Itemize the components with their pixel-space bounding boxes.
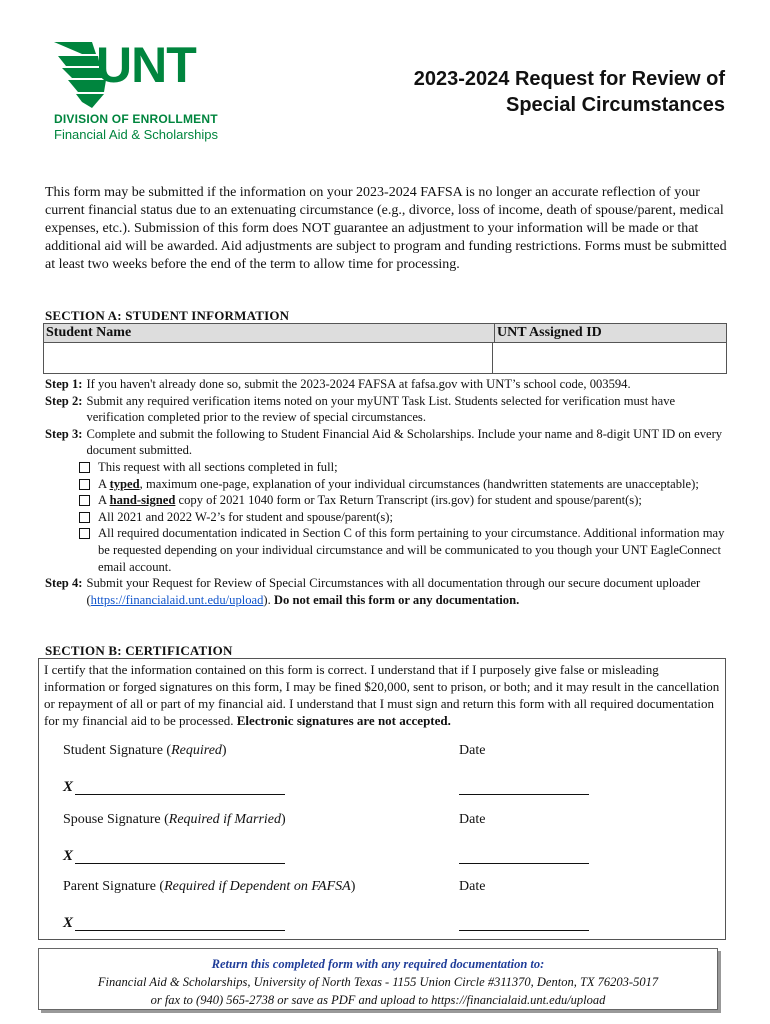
student-date-line[interactable] (459, 794, 589, 795)
spouse-date-label: Date (459, 812, 486, 827)
checklist-item-text: A hand-signed copy of 2021 1040 form or Tax Return Transcript (irs.gov) for student and spouse/parent(s); (98, 493, 642, 508)
step-4 (45, 575, 727, 608)
intro-paragraph: This form may be submitted if the information on your 2023-2024 FAFSA is no longer an accurate reflection of your current financial status due to an extenuating circumstance (e.g., divorce, loss of income, death of spouse/parent, medical expenses, etc.). Submission of this form does NOT guarantee an adjustment to your information will be made or that additional aid will be awarded. Aid adjustments are subject to program and funding restrictions. Forms must be submitted at least two weeks before the end of the term to allow time for processing. (45, 185, 727, 272)
checklist-item (79, 509, 727, 526)
checklist-item (79, 459, 727, 476)
logo-department: Financial Aid & Scholarships (54, 127, 219, 142)
parent-signature-line[interactable] (75, 930, 285, 931)
student-name-field[interactable] (44, 343, 493, 373)
step-1 (45, 376, 727, 393)
step-3 (45, 426, 727, 459)
no-email-warning: Do not email this form or any documentation. (273, 592, 520, 607)
checklist-item-text: All 2021 and 2022 W-2’s for student and spouse/parent(s); (98, 509, 393, 524)
certification-text: I certify that the information contained on this form is correct. I understand that if I purposely give false or misleading information or forged signatures on this form, I may be fined $20,000, sent to prison, or both; and it may result in the cancellation or repayment of all or part of my financial aid. I understand that I must sign and return this form with all required documentation for my financial aid to be processed. Electronic signatures are not accepted. (44, 662, 720, 728)
step-2-label: Step 2: (45, 393, 83, 408)
instruction-steps (45, 376, 727, 608)
student-info-table (43, 323, 727, 374)
return-address: Financial Aid & Scholarships, University of North Texas - 1155 Union Circle #311370, Denton, TX 76203-5017 (97, 975, 659, 989)
student-x-mark: X (63, 779, 74, 795)
step-4-text: Submit your Request for Review of Special Circumstances with all documentation through our secure document uploader (https://financialaid.unt.edu/upload). Do not email this form or any documentation. (86, 576, 701, 607)
step-4-label: Step 4: (45, 576, 83, 591)
step-2 (45, 393, 727, 426)
unt-id-header: UNT Assigned ID (497, 325, 602, 340)
checklist-item (79, 525, 727, 575)
certification-box (38, 658, 726, 940)
section-b-heading: SECTION B: CERTIFICATION (45, 643, 233, 658)
checkbox-icon[interactable] (79, 495, 90, 506)
checklist-item (79, 492, 727, 509)
title-line-1: 2023-2024 Request for Review of (413, 68, 725, 90)
spouse-signature-line[interactable] (75, 863, 285, 864)
spouse-date-line[interactable] (459, 863, 589, 864)
parent-date-line[interactable] (459, 930, 589, 931)
spouse-x-mark: X (63, 848, 74, 864)
checklist-item (79, 476, 727, 493)
step-3-label: Step 3: (45, 426, 83, 441)
logo-division: DIVISION OF ENROLLMENT (54, 112, 218, 126)
step-3-text: Complete and submit the following to Student Financial Aid & Scholarships. Include your name and 8-digit UNT ID on every document submitted. (86, 426, 723, 458)
checklist-item-text: A typed, maximum one-page, explanation of your individual circumstances (handwritten statements are unacceptable); (98, 476, 699, 491)
return-heading: Return this completed form with any required documentation to: (211, 957, 545, 971)
logo-wordmark: UNT (96, 37, 196, 93)
checklist-item-text: All required documentation indicated in Section C of this form pertaining to your circumstance. Additional information may be requested depending on your individual circumstance and will be communicated to you though your UNT EagleConnect email account. (98, 526, 725, 574)
document-title (414, 66, 725, 118)
step-2-text: Submit any required verification items noted on your myUNT Task List. Students selected for verification must have verification completed prior to the review of special circumstances. (86, 393, 676, 425)
title-line-2: Special Circumstances (506, 94, 725, 116)
parent-x-mark: X (63, 915, 74, 931)
return-fax-upload: or fax to (940) 565-2738 or save as PDF and upload to https://financialaid.unt.edu/upload (150, 993, 606, 1007)
return-instructions-box (38, 948, 718, 1010)
checkbox-icon[interactable] (79, 512, 90, 523)
spouse-signature-label: Spouse Signature (Required if Married) (63, 812, 286, 827)
student-signature-line[interactable] (75, 794, 285, 795)
unt-id-field[interactable] (493, 343, 726, 373)
step-1-text: If you haven't already done so, submit the 2023-2024 FAFSA at fafsa.gov with UNT’s school code, 003594. (86, 377, 631, 391)
upload-link[interactable]: https://financialaid.unt.edu/upload (90, 592, 264, 607)
step-3-checklist (79, 459, 727, 575)
student-name-header: Student Name (44, 324, 495, 342)
section-a-heading: SECTION A: STUDENT INFORMATION (45, 308, 290, 323)
checklist-item-text: This request with all sections completed in full; (98, 459, 338, 474)
checkbox-icon[interactable] (79, 462, 90, 473)
parent-date-label: Date (459, 879, 486, 894)
student-date-label: Date (459, 743, 486, 758)
parent-signature-label: Parent Signature (Required if Dependent on FAFSA) (63, 879, 356, 894)
student-signature-label: Student Signature (Required) (63, 743, 227, 758)
step-1-label: Step 1: (45, 377, 83, 391)
checkbox-icon[interactable] (79, 479, 90, 490)
checkbox-icon[interactable] (79, 528, 90, 539)
